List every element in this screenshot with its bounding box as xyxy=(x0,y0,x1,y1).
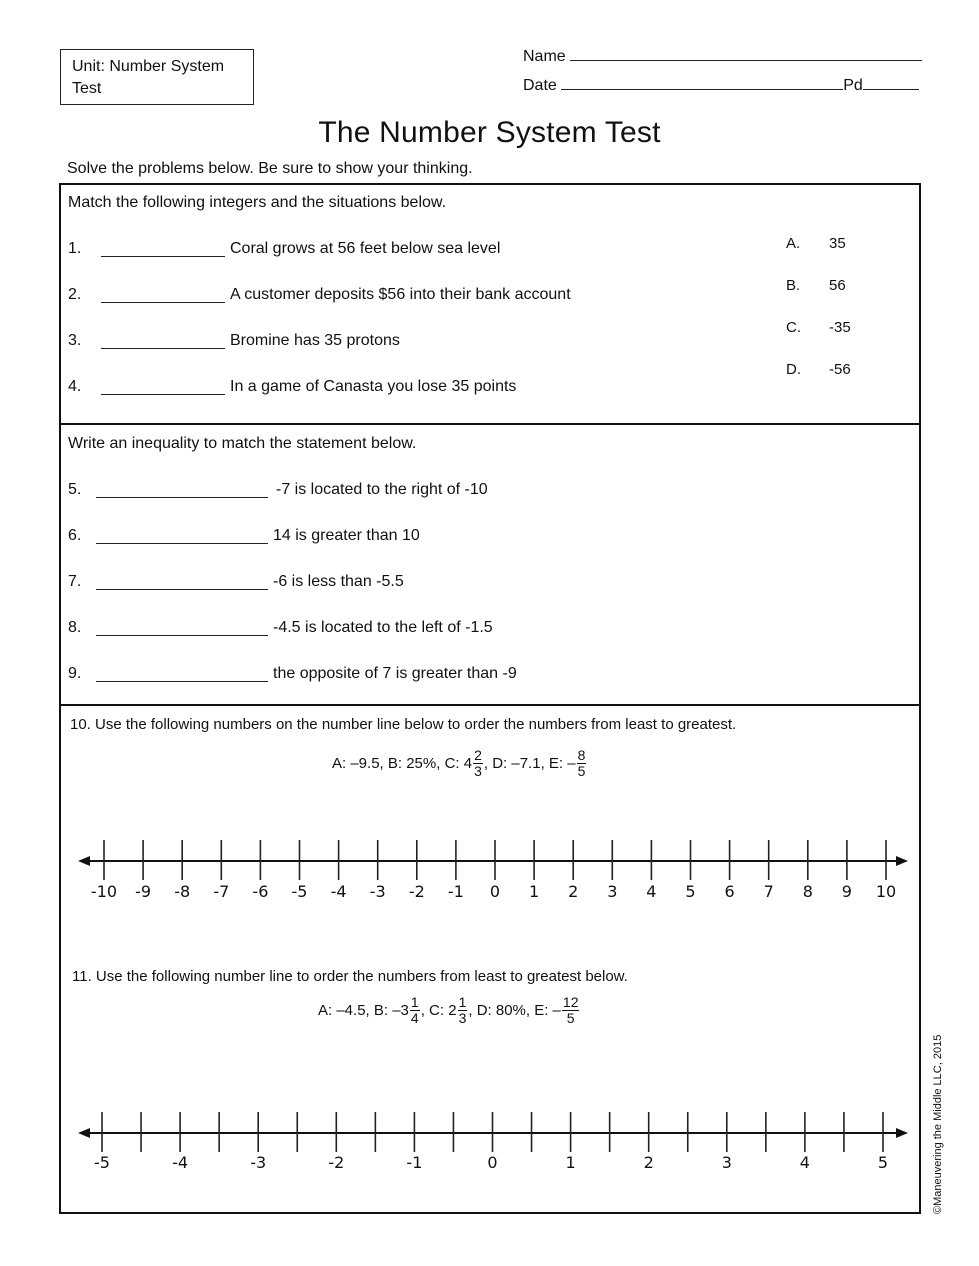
page-title: The Number System Test xyxy=(318,116,661,149)
tick-label: -4 xyxy=(330,882,347,901)
answer-blank-1[interactable] xyxy=(101,242,225,257)
tick-label: -7 xyxy=(213,882,230,901)
fraction xyxy=(410,995,420,1026)
item-text: -6 is less than -5.5 xyxy=(273,573,404,590)
left-arrow-icon xyxy=(78,1128,90,1138)
tick-label: -5 xyxy=(94,1153,110,1172)
q10-values-text: , D: –7.1, E: – xyxy=(483,755,576,772)
numerator: 1 xyxy=(458,994,467,1010)
answer-blank-7[interactable] xyxy=(96,575,268,590)
date-field[interactable] xyxy=(561,77,843,90)
item-number: 7. xyxy=(68,573,82,590)
item-text: 14 is greater than 10 xyxy=(273,527,420,544)
tick-label: -3 xyxy=(369,882,386,901)
item-number: 5. xyxy=(68,481,82,498)
date-row xyxy=(523,77,919,95)
name-row xyxy=(523,48,922,66)
item-number: 2. xyxy=(68,286,82,303)
item-number: 3. xyxy=(68,332,82,349)
section-divider-2 xyxy=(59,704,921,706)
tick-label: 2 xyxy=(568,882,579,901)
section2-heading: Write an inequality to match the statement below. xyxy=(68,435,417,452)
q10-values-text: A: –9.5, B: 25%, C: 4 xyxy=(332,755,473,772)
q11-values xyxy=(318,995,580,1026)
item-number: 4. xyxy=(68,378,82,395)
tick-label: 1 xyxy=(529,882,540,901)
item-number: 8. xyxy=(68,619,82,636)
tick-label: -4 xyxy=(172,1153,189,1172)
choice-letter: A. xyxy=(786,235,801,252)
choice-value: 35 xyxy=(829,235,846,252)
number-line-q11 xyxy=(0,1100,979,1160)
denominator: 3 xyxy=(458,1010,467,1026)
answer-blank-8[interactable] xyxy=(96,621,268,636)
denominator: 5 xyxy=(577,763,586,779)
number-line-q10 xyxy=(0,830,979,890)
tick-label: 4 xyxy=(646,882,657,901)
tick-label: 0 xyxy=(489,882,501,901)
answer-blank-5[interactable] xyxy=(96,483,268,498)
tick-label: -2 xyxy=(408,882,425,901)
q10-values xyxy=(332,748,587,779)
answer-blank-3[interactable] xyxy=(101,334,225,349)
item-number: 6. xyxy=(68,527,82,544)
tick-label: 10 xyxy=(875,882,897,901)
item-text: -7 is located to the right of -10 xyxy=(276,481,488,498)
left-arrow-icon xyxy=(78,856,90,866)
fraction xyxy=(562,995,580,1026)
denominator: 3 xyxy=(474,763,482,779)
item-number: 9. xyxy=(68,665,82,682)
q11-values-text: , D: 80%, E: – xyxy=(468,1002,561,1019)
denominator: 5 xyxy=(566,1010,575,1026)
item-text: the opposite of 7 is greater than -9 xyxy=(273,665,517,682)
item-text: Coral grows at 56 feet below sea level xyxy=(230,240,501,257)
choice-value: -35 xyxy=(829,319,851,336)
tick-label: 4 xyxy=(799,1153,810,1172)
tick-label: 3 xyxy=(607,882,618,901)
q11-prompt: 11. Use the following number line to order the numbers from least to greatest below. xyxy=(72,968,628,985)
tick-label: 1 xyxy=(565,1153,576,1172)
date-label: Date xyxy=(523,77,557,94)
item-text: In a game of Canasta you lose 35 points xyxy=(230,378,517,395)
numerator: 8 xyxy=(577,747,586,763)
choice-value: 56 xyxy=(829,277,846,294)
item-text: A customer deposits $56 into their bank account xyxy=(230,286,571,303)
item-number: 1. xyxy=(68,240,82,257)
tick-label: 2 xyxy=(643,1153,654,1172)
instructions: Solve the problems below. Be sure to show your thinking. xyxy=(67,160,473,177)
tick-label: 9 xyxy=(841,882,852,901)
tick-label: -3 xyxy=(250,1153,267,1172)
fraction xyxy=(473,748,483,779)
unit-box-line2: Test xyxy=(72,80,102,97)
tick-label: -1 xyxy=(406,1153,423,1172)
tick-label: -5 xyxy=(291,882,308,901)
choice-letter: D. xyxy=(786,361,801,378)
q11-values-text: , C: 2 xyxy=(420,1002,457,1019)
tick-label: -9 xyxy=(135,882,152,901)
tick-label: 6 xyxy=(724,882,735,901)
answer-blank-4[interactable] xyxy=(101,380,225,395)
tick-label: 3 xyxy=(721,1153,732,1172)
fraction xyxy=(577,748,587,779)
denominator: 4 xyxy=(410,1010,419,1026)
q11-values-text: A: –4.5, B: –3 xyxy=(318,1002,409,1019)
choice-letter: B. xyxy=(786,277,801,294)
tick-label: 0 xyxy=(487,1153,498,1172)
item-text: Bromine has 35 protons xyxy=(230,332,400,349)
choice-letter: C. xyxy=(786,319,801,336)
answer-blank-9[interactable] xyxy=(96,667,268,682)
right-arrow-icon xyxy=(896,856,908,866)
tick-label: 5 xyxy=(685,882,696,901)
answer-blank-6[interactable] xyxy=(96,529,268,544)
item-text: -4.5 is located to the left of -1.5 xyxy=(273,619,493,636)
section-divider-1 xyxy=(59,423,921,425)
unit-box-line1: Unit: Number System xyxy=(72,58,225,75)
tick-label: 5 xyxy=(877,1153,889,1172)
tick-label: -1 xyxy=(447,882,464,901)
tick-label: -10 xyxy=(90,882,118,901)
right-arrow-icon xyxy=(896,1128,908,1138)
tick-label: -2 xyxy=(328,1153,345,1172)
q10-prompt: 10. Use the following numbers on the number line below to order the numbers from least to greatest. xyxy=(70,716,737,733)
numerator: 12 xyxy=(562,994,579,1010)
name-field[interactable] xyxy=(570,48,922,61)
tick-label: -8 xyxy=(174,882,191,901)
unit-box xyxy=(60,49,254,105)
choice-value: -56 xyxy=(829,361,851,378)
numerator: 1 xyxy=(410,994,419,1010)
tick-label: 8 xyxy=(802,882,813,901)
tick-label: -6 xyxy=(252,882,269,901)
period-field[interactable] xyxy=(863,77,919,90)
copyright-notice: ©Maneuvering the Middle LLC, 2015 xyxy=(932,1034,944,1214)
numerator: 2 xyxy=(474,747,482,763)
section1-heading: Match the following integers and the situations below. xyxy=(68,194,447,211)
name-label: Name xyxy=(523,48,566,65)
answer-blank-2[interactable] xyxy=(101,288,225,303)
tick-label: 7 xyxy=(763,882,774,901)
fraction xyxy=(458,995,468,1026)
period-label: Pd xyxy=(843,77,863,94)
